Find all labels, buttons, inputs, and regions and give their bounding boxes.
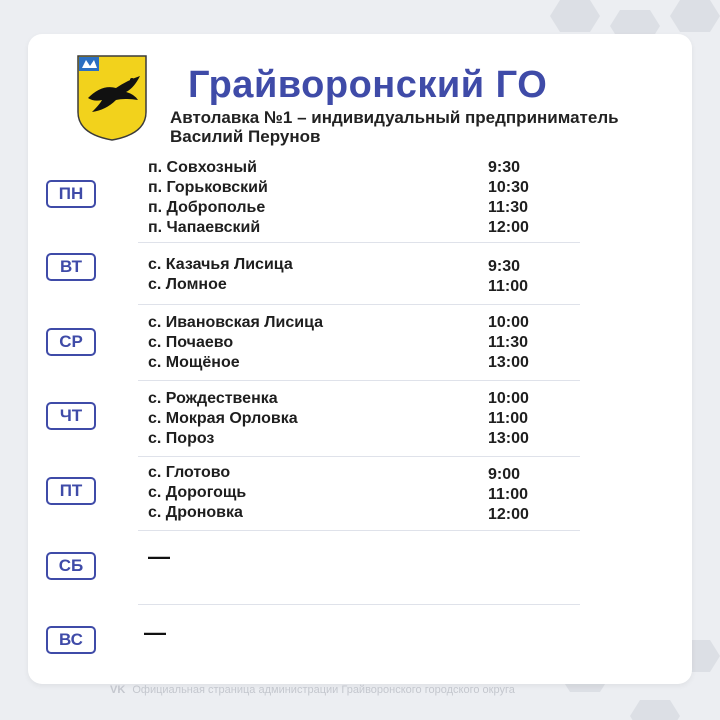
times-wed xyxy=(488,313,529,373)
stop-time: 11:00 xyxy=(488,486,529,503)
stop-place: с. Мощёное xyxy=(148,354,240,371)
row-divider xyxy=(138,456,580,457)
row-divider xyxy=(138,530,580,531)
stops-tue xyxy=(148,255,293,295)
stop-time: 9:00 xyxy=(488,466,521,483)
stop-time: 10:00 xyxy=(488,314,529,331)
day-badge-sun: ВС xyxy=(46,626,96,654)
schedule-card xyxy=(28,34,692,684)
stop-place: с. Дроновка xyxy=(148,504,243,521)
stops-wed xyxy=(148,313,323,373)
times-thu xyxy=(488,389,529,449)
row-divider xyxy=(138,242,580,243)
stop-place: п. Доброполье xyxy=(148,199,266,216)
stop-time: 13:00 xyxy=(488,354,529,371)
row-divider xyxy=(138,304,580,305)
times-mon xyxy=(488,158,529,238)
stop-time: 10:30 xyxy=(488,179,529,196)
day-badge-wed: СР xyxy=(46,328,96,356)
stop-place: с. Казачья Лисица xyxy=(148,256,293,273)
stop-place: с. Пороз xyxy=(148,430,215,447)
stop-time: 9:30 xyxy=(488,159,521,176)
day-badge-sat: СБ xyxy=(46,552,96,580)
page-title: Грайворонский ГО xyxy=(188,64,548,106)
stop-time: 11:30 xyxy=(488,334,529,351)
page-subtitle xyxy=(170,108,670,146)
stop-place: п. Совхозный xyxy=(148,159,257,176)
stop-place: с. Дорогощь xyxy=(148,484,247,501)
stop-time: 11:00 xyxy=(488,410,529,427)
stop-time: 13:00 xyxy=(488,430,529,447)
no-stops-dash: — xyxy=(144,620,166,645)
stop-time: 10:00 xyxy=(488,390,529,407)
stop-place: с. Рождественка xyxy=(148,390,278,407)
stop-place: п. Горьковский xyxy=(148,179,268,196)
stop-place: с. Ивановская Лисица xyxy=(148,314,323,331)
day-badge-mon: ПН xyxy=(46,180,96,208)
stops-thu xyxy=(148,389,298,449)
footer xyxy=(110,684,515,696)
stop-time: 12:00 xyxy=(488,506,529,523)
subtitle-line-2: Василий Перунов xyxy=(170,127,321,146)
times-fri xyxy=(488,465,529,525)
day-badge-tue: ВТ xyxy=(46,253,96,281)
stop-time: 12:00 xyxy=(488,219,529,236)
vk-logo-icon: VK xyxy=(110,684,126,696)
stops-mon xyxy=(148,158,268,238)
coat-of-arms-icon xyxy=(76,54,148,142)
stop-place: п. Чапаевский xyxy=(148,219,261,236)
row-divider xyxy=(138,604,580,605)
no-stops-dash: — xyxy=(148,544,170,569)
footer-text: Официальная страница администрации Грайворонского городского округа xyxy=(132,684,515,696)
subtitle-line-1: Автолавка №1 – индивидуальный предприниматель xyxy=(170,108,619,127)
stop-place: с. Мокрая Орловка xyxy=(148,410,298,427)
stop-place: с. Ломное xyxy=(148,276,227,293)
stop-time: 11:00 xyxy=(488,278,529,295)
day-badge-thu: ЧТ xyxy=(46,402,96,430)
stop-time: 11:30 xyxy=(488,199,529,216)
times-tue xyxy=(488,257,528,297)
stops-fri xyxy=(148,463,246,523)
stop-time: 9:30 xyxy=(488,258,521,275)
day-badge-fri: ПТ xyxy=(46,477,96,505)
stop-place: с. Почаево xyxy=(148,334,234,351)
stop-place: с. Глотово xyxy=(148,464,231,481)
row-divider xyxy=(138,380,580,381)
